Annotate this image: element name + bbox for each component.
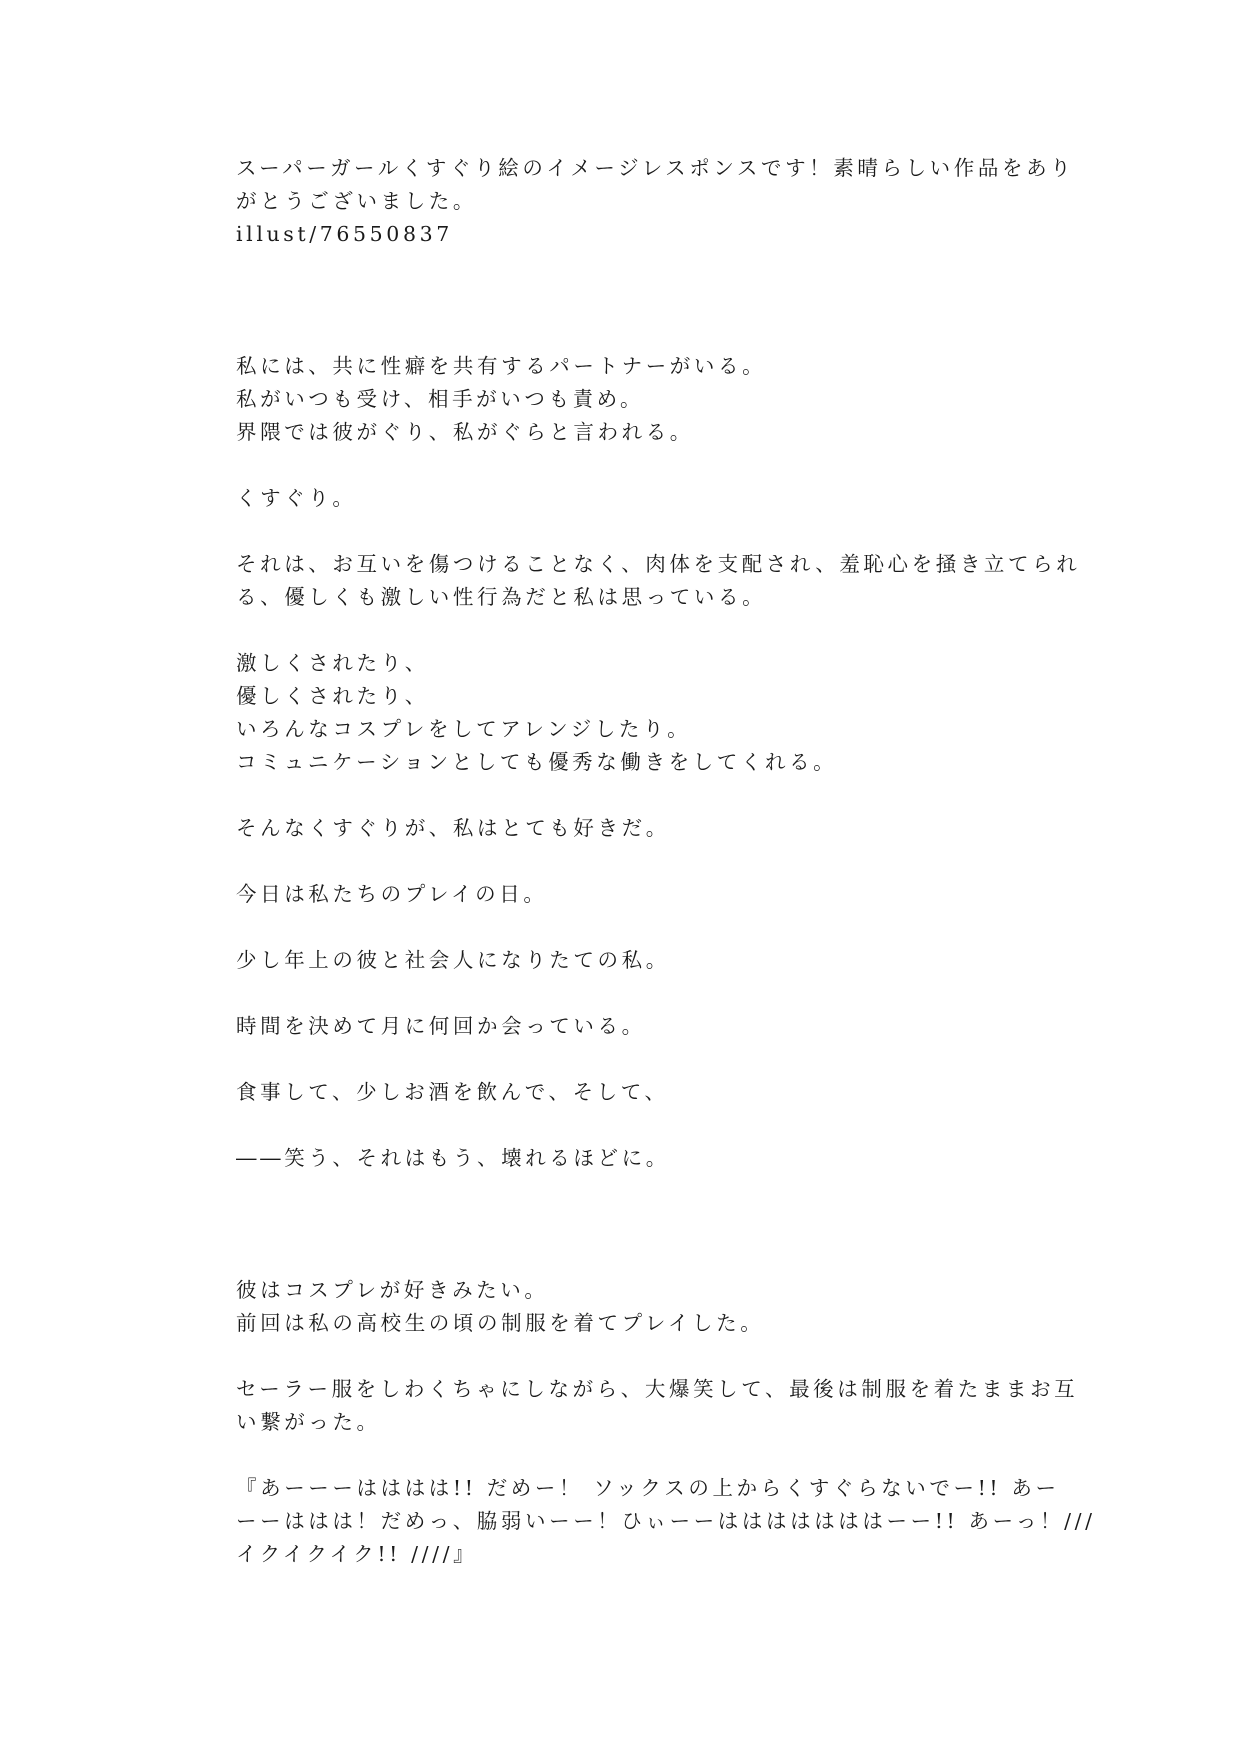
paragraph-line: 今日は私たちのプレイの日。 — [236, 882, 548, 906]
spacer — [236, 779, 1016, 812]
intro-line: がとうございました。 — [236, 189, 477, 213]
intro-line: スーパーガールくすぐり絵のイメージレスポンスです！素晴らしい作品をあり — [236, 156, 1075, 180]
spacer — [236, 977, 1016, 1010]
dialogue-line: イクイクイク!! ////』 — [236, 1542, 478, 1566]
paragraph-line: 激しくされたり、 — [236, 651, 429, 675]
paragraph-line: 界隈では彼がぐり、私がぐらと言われる。 — [236, 420, 694, 444]
spacer — [236, 1340, 1016, 1373]
paragraph-line: 少し年上の彼と社会人になりたての私。 — [236, 948, 670, 972]
paragraph-line: くすぐり。 — [236, 486, 357, 510]
spacer — [236, 845, 1016, 878]
paragraph-line: それは、お互いを傷つけることなく、肉体を支配され、羞恥心を掻き立てられ — [236, 552, 1081, 576]
paragraph-line: ――笑う、それはもう、壊れるほどに。 — [236, 1146, 670, 1170]
paragraph-line: る、優しくも激しい性行為だと私は思っている。 — [236, 585, 767, 609]
spacer — [236, 1439, 1016, 1472]
paragraph-line: 私には、共に性癖を共有するパートナーがいる。 — [236, 354, 767, 378]
spacer — [236, 1175, 1016, 1274]
paragraph-line: 時間を決めて月に何回か会っている。 — [236, 1014, 646, 1038]
paragraph-line: い繋がった。 — [236, 1410, 381, 1434]
spacer — [236, 911, 1016, 944]
paragraph-line: セーラー服をしわくちゃにしながら、大爆笑して、最後は制服を着たままお互 — [236, 1377, 1079, 1401]
document-body — [236, 152, 1096, 1571]
dialogue-line: 『あーーーはははは!! だめー！ ソックスの上からくすぐらないでー!! あー — [236, 1476, 1060, 1500]
spacer — [236, 449, 1016, 482]
dialogue-line: ーーははは！だめっ、脇弱いーー！ひぃーーはははははははーー!! あーっ！/// — [236, 1509, 1096, 1533]
paragraph-line: そんなくすぐりが、私はとても好きだ。 — [236, 816, 670, 840]
spacer — [236, 1109, 1016, 1142]
illust-reference: illust/76550837 — [236, 222, 453, 246]
paragraph-line: いろんなコスプレをしてアレンジしたり。 — [236, 717, 692, 741]
spacer — [236, 515, 1016, 548]
paragraph-line: 彼はコスプレが好きみたい。 — [236, 1278, 549, 1302]
spacer — [236, 614, 1016, 647]
paragraph-line: 食事して、少しお酒を飲んで、そして、 — [236, 1080, 669, 1104]
paragraph-line: 前回は私の高校生の頃の制服を着てプレイした。 — [236, 1311, 765, 1335]
paragraph-line: 優しくされたり、 — [236, 684, 429, 708]
paragraph-line: コミュニケーションとしても優秀な働きをしてくれる。 — [236, 750, 838, 774]
paragraph-line: 私がいつも受け、相手がいつも責め。 — [236, 387, 645, 411]
spacer — [236, 251, 1016, 350]
spacer — [236, 1043, 1016, 1076]
